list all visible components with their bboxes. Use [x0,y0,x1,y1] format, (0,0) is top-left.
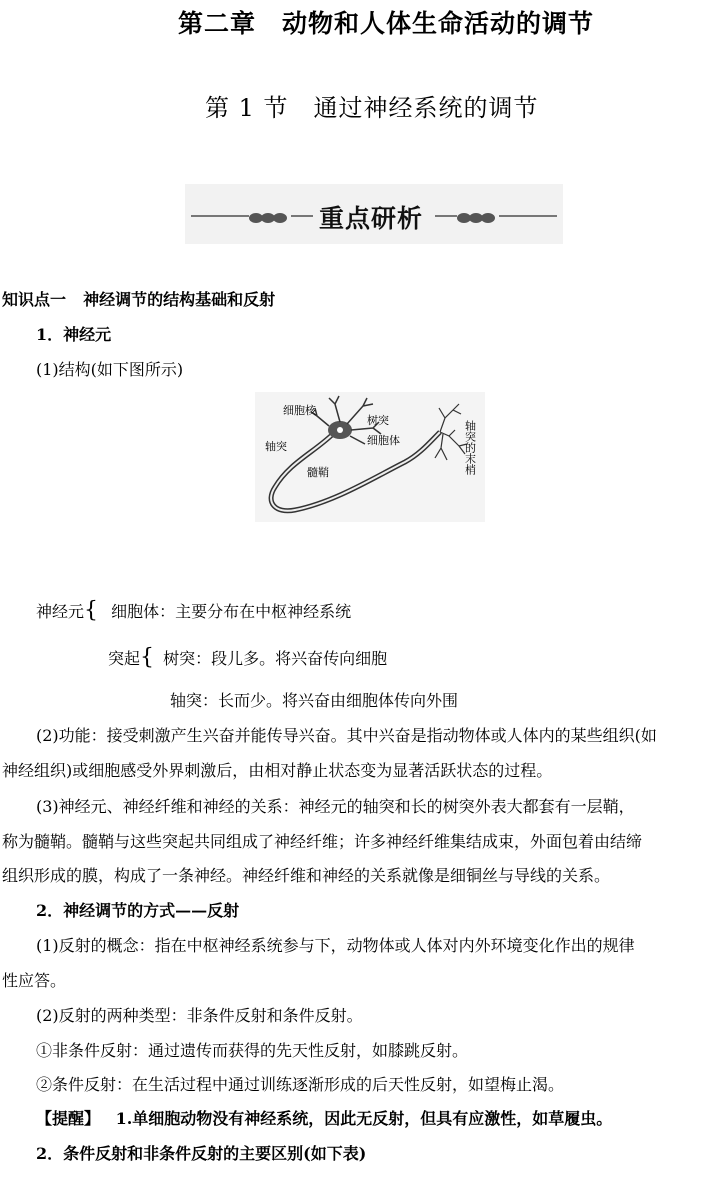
tip-row [36,1108,612,1130]
label-dendrite: 树突 [367,414,389,427]
relation-line-2: 称为髓鞘。髓鞘与这些突起共同组成了神经纤维；许多神经纤维集结成束，外面包着由结缔 [2,832,643,851]
banner-rule-left [191,215,249,217]
banner-rule-right-inner [435,215,457,217]
relation-line-3: 组织形成的膜，构成了一条神经。神经纤维和神经的关系就像是细铜丝与导线的关系。 [2,866,611,885]
section-title: 第 1 节 通过神经系统的调节 [205,94,539,122]
unconditioned-reflex: ①非条件反射：通过遗传而获得的先天性反射，如膝跳反射。 [36,1041,469,1060]
function-line-1: (2)功能：接受刺激产生兴奋并能传导兴奋。其中兴奋是指动物体或人体内的某些组织(如 [36,726,657,745]
tree-cell-body: 细胞体：主要分布在中枢神经系统 [111,602,352,621]
structure-label: (1)结构(如下图所示) [36,360,184,379]
kp-label: 知识点一 [2,290,67,309]
tree-dendrite: 树突：段儿多。将兴奋传向细胞 [163,649,388,668]
tip-text: 1.单细胞动物没有神经系统，因此无反射，但具有应激性，如草履虫。 [115,1109,613,1128]
kp-title: 神经调节的结构基础和反射 [83,290,276,309]
difference-heading: 2．条件反射和非条件反射的主要区别(如下表) [36,1144,367,1163]
brace-1: { [84,598,99,623]
reflex-types: (2)反射的两种类型：非条件反射和条件反射。 [36,1006,363,1025]
label-axon: 轴突 [265,440,287,453]
neuron-heading: 1．神经元 [36,325,112,344]
banner-title: 重点研析 [315,199,427,235]
reflex-concept-line-2: 性应答。 [2,971,67,990]
label-axon-terminal: 轴突的末梢 [463,420,477,475]
banner-ornament-right [459,208,495,222]
label-cell-body: 细胞体 [367,434,400,447]
banner-ornament-left [251,208,287,222]
reflex-heading: 2．神经调节的方式——反射 [36,901,240,920]
conditioned-reflex: ②条件反射：在生活过程中通过训练逐渐形成的后天性反射，如望梅止渴。 [36,1075,565,1094]
label-myelin: 髓鞘 [307,466,329,479]
brace-2: { [140,645,155,670]
banner-rule-right [499,215,557,217]
tree-process-label: 突起 [108,649,141,668]
tree-row-2 [108,647,387,670]
chapter-title: 第二章 动物和人体生命活动的调节 [178,9,595,38]
tree-axon: 轴突：长而少。将兴奋由细胞体传向外围 [170,691,459,710]
nucleus-shape [337,427,343,433]
banner-rule-left-inner [291,215,313,217]
label-nucleus: 细胞核 [283,404,316,417]
tree-row-1 [36,600,351,623]
neuron-diagram-svg [255,392,485,522]
neuron-diagram [255,392,485,522]
tip-label: 【提醒】 [36,1109,101,1128]
knowledge-point-heading [2,289,275,311]
reflex-concept-line-1: (1)反射的概念：指在中枢神经系统参与下，动物体或人体对内外环境变化作出的规律 [36,936,635,955]
banner [185,184,563,244]
relation-line-1: (3)神经元、神经纤维和神经的关系：神经元的轴突和长的树突外表大都套有一层鞘， [36,797,635,816]
tree-root: 神经元 [36,602,85,621]
function-line-2: 神经组织)或细胞感受外界刺激后，由相对静止状态变为显著活跃状态的过程。 [2,761,553,780]
